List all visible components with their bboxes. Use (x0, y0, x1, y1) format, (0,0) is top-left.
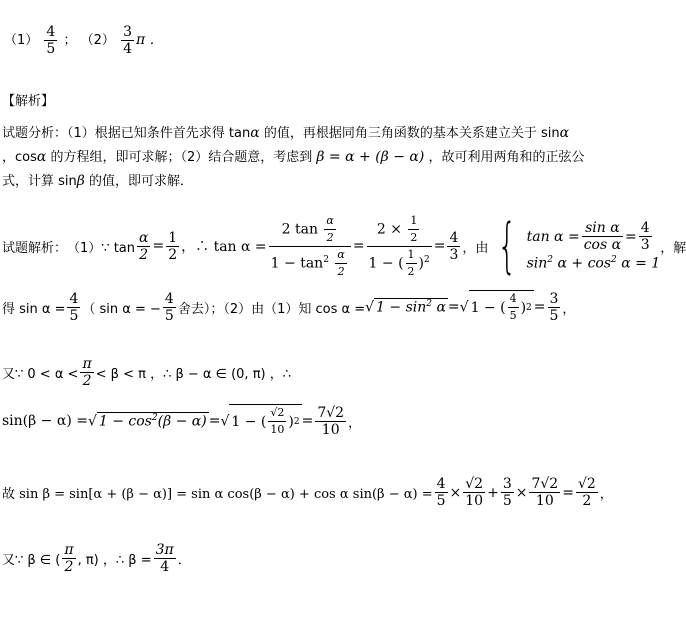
answer-2-label: （2） (80, 33, 115, 48)
alpha-half-fraction: $\frac{\alpha}{2}$ (139, 229, 149, 263)
tan-double-angle-fraction: 2 tan $\frac{\alpha}{2}$ $1 - \tan^2$ $\frac{\alpha}{2}$ (269, 213, 351, 280)
analysis-line-3: 式，计算 sinβ 的值，即可求解． (2, 173, 193, 189)
equation-system: tan α = $\frac{\text{sin α}}{\text{cos α}}$ = $\frac{4}{3}$ $\sin^2 \alpha + \cos^2 \alpha = 1$ (526, 220, 661, 272)
solution-line-6: 又∵ β ∈ ( $\frac{\pi}{2}$ , π) ，∴ β = $\frac{3\pi}{4}$ ． (2, 542, 191, 575)
answer-1-label: （1） (4, 33, 39, 48)
answer-1-fraction: $\frac{4}{5}$ (46, 24, 56, 57)
section-heading: 【解析】 (2, 94, 55, 109)
solution-line-1: 试题解析： （1）∵ tan $\frac{\alpha}{2}$ = $\frac{1}{2}$ ，∴ tan α = 2 tan $\frac{\alpha}{2}$ $1 - \tan^2$ $\frac{\alpha}{2}$ = 2 × $\frac{1}{2}$ 1 − ( $\frac{1}{2}$ )$^2$ = $\frac{4}{3}$ ，由 { tan α = $\frac{\text{sin α}}{\text{cos α}}$ = $\frac{4}{3}$ $\sin^2 \alpha + \cos^2 \alpha = 1$ ，解 (2, 211, 686, 281)
answer-2-fraction: $\frac{3}{4}$ (123, 24, 132, 57)
solution-line-4: sin(β − α) = √ $1 - \cos^2(\beta - \alpha)$ = √ 1 − ( $\frac{√2}{10}$ ) 2 = $\frac{7√2}{10}$ ， (2, 404, 362, 438)
solution-line-3: 又∵ 0 < α < $\frac{\pi}{2}$ < β < π ，∴ β − α ∈ (0, π) ，∴ (2, 356, 292, 389)
solution-line-5: 故 sin β = sin[α + (β − α)] = sin α cos(β − α) + cos α sin(β − α) = $\frac{4}{5}$ × $\frac{√2}{10}$ + $\frac{3}{5}$ × $\frac{7√2}{10}$ = $\frac{√2}{2}$ ， (2, 476, 613, 509)
system-brace: { (497, 211, 518, 281)
solution-line-2: 得 sin α = $\frac{4}{5}$ （ sin α = − $\frac{4}{5}$ 舍去）；（2）由（1）知 cos α = √ $1 - \sin^2 \alpha$ = √ 1 − ( $\frac{4}{5}$ ) 2 = $\frac{3}{5}$ ， (2, 290, 576, 324)
substitution-fraction: 2 × $\frac{1}{2}$ 1 − ( $\frac{1}{2}$ )$^2$ (368, 213, 430, 278)
analysis-line-2: ，cosα 的方程组，即可求解；（2）结合题意，考虑到 β = α + (β − α) ，故可利用两角和的正弦公 (2, 149, 585, 165)
answers-line: （1） $\frac{4}{5}$ ； （2） $\frac{3}{4}$ π ． (4, 24, 164, 57)
analysis-line-1: 试题分析：（1）根据已知条件首先求得 tanα 的值，再根据同角三角函数的基本关系建立关于 sinα (2, 125, 570, 141)
